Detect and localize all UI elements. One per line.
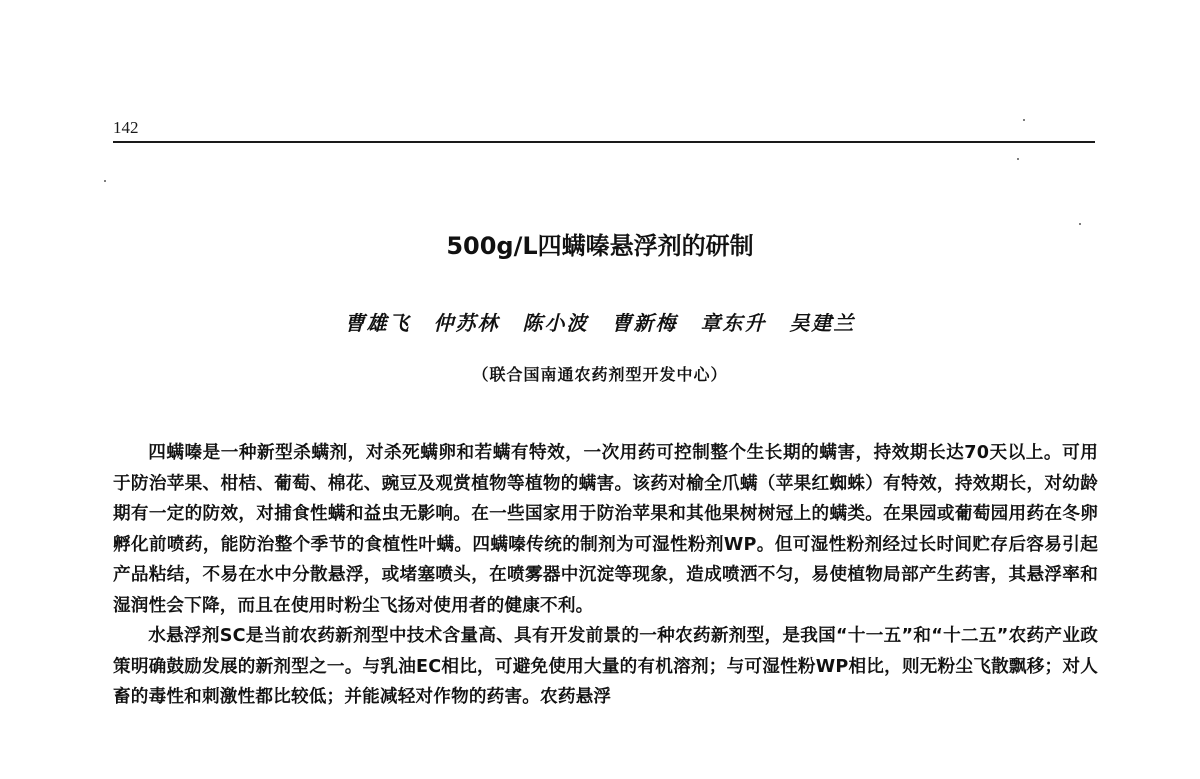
page-number: 142 [113,118,139,137]
author-name: 陈小波 [522,311,589,335]
article-title: 500g/L四螨嗪悬浮剂的研制 [446,232,754,260]
author-name: 曹新梅 [611,311,678,335]
scan-speck [1017,158,1019,160]
running-header [113,118,1095,144]
author-name: 章东升 [700,311,767,335]
author-affiliation: （联合国南通农药剂型开发中心） [472,365,728,384]
body-paragraph: 水悬浮剂SC是当前农药新剂型中技术含量高、具有开发前景的一种农药新剂型，是我国“十一五”和“十二五”农药产业政策明确鼓励发展的新剂型之一。与乳油EC相比，可避免使用大量的有机溶剂；与可湿性粉WP相比，则无粉尘飞散飘移；对人畜的毒性和刺激性都比较低；并能减轻对作物的药害。农药悬浮 [113,626,1098,707]
body-paragraph: 四螨嗪是一种新型杀螨剂，对杀死螨卵和若螨有特效，一次用药可控制整个生长期的螨害，持效期长达70天以上。可用于防治苹果、柑桔、葡萄、棉花、豌豆及观赏植物等植物的螨害。该药对榆全爪螨（苹果红蜘蛛）有特效，持效期长，对幼龄期有一定的防效，对捕食性螨和益虫无影响。在一些国家用于防治苹果和其他果树树冠上的螨类。在果园或葡萄园用药在冬卵孵化前喷药，能防治整个季节的食植性叶螨。四螨嗪传统的制剂为可湿性粉剂WP。但可湿性粉剂经过长时间贮存后容易引起产品粘结，不易在水中分散悬浮，或堵塞喷头，在喷雾器中沉淀等现象，造成喷洒不匀，易使植物局部产生药害，其悬浮率和湿润性会下降，而且在使用时粉尘飞扬对使用者的健康不利。 [113,443,1098,616]
scan-speck [1079,223,1081,225]
author-name: 仲苏林 [433,311,500,335]
author-name: 吴建兰 [789,311,856,335]
author-name: 曹雄飞 [344,311,411,335]
article-body [113,438,1098,713]
scan-speck [104,180,106,182]
header-rule [113,141,1095,143]
author-list [0,310,1200,336]
scan-speck [1023,119,1025,121]
